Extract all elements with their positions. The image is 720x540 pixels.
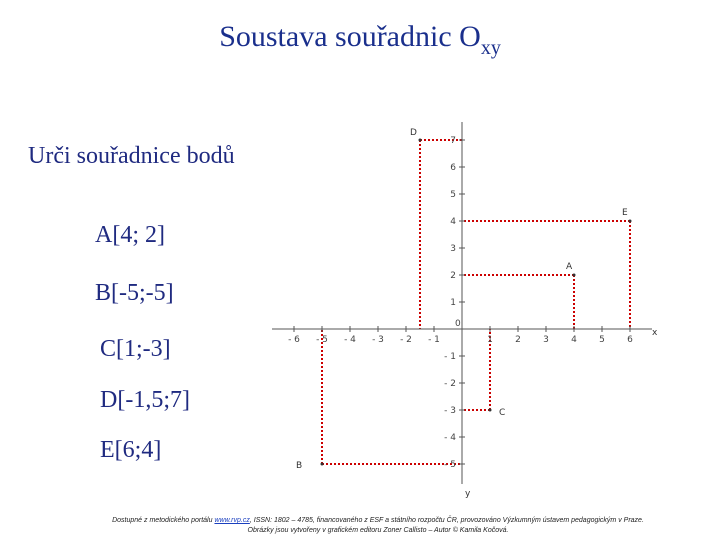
x-tick-label: - 4 [344, 335, 356, 345]
y-tick-label: 1 [450, 298, 456, 308]
y-tick-label: - 1 [444, 352, 456, 362]
guide-lines [322, 140, 630, 464]
point-name: A [566, 262, 573, 272]
point-name: D [410, 128, 417, 138]
point-marker [573, 274, 576, 277]
y-tick-label: - 2 [444, 379, 456, 389]
y-axis-label: y [465, 489, 471, 499]
y-tick-label: - 4 [444, 433, 456, 443]
point-label-a: A[4; 2] [95, 222, 165, 248]
footer-link[interactable]: www.rvp.cz [214, 517, 250, 524]
footer-text-2: , ISSN: 1802 – 4785, financovaného z ESF a státního rozpočtu ČR, provozováno Výzkumným ústavem pedagogickým v Praze. [249, 517, 644, 524]
y-tick-label: - 3 [444, 406, 456, 416]
task-prompt: Urči souřadnice bodů [28, 143, 235, 169]
origin-label: 0 [455, 319, 461, 329]
point-label-e: E[6;4] [100, 437, 162, 463]
x-tick-label: - 3 [372, 335, 384, 345]
title-subscript: xy [480, 37, 501, 59]
point-marker [321, 463, 324, 466]
x-tick-label: 4 [571, 335, 577, 345]
point-marker [419, 139, 422, 142]
x-tick-label: - 1 [428, 335, 440, 345]
axes [272, 122, 658, 499]
point-marker [489, 409, 492, 412]
point-label-b: B[-5;-5] [95, 280, 174, 306]
x-tick-label: - 2 [400, 335, 412, 345]
x-tick-label: - 5 [316, 335, 328, 345]
point-name: B [296, 461, 303, 471]
x-tick-label: 2 [515, 335, 521, 345]
y-tick-label: 4 [450, 217, 456, 227]
x-tick-label: 3 [543, 335, 549, 345]
x-tick-label: 6 [627, 335, 633, 345]
x-axis-label: x [652, 328, 658, 338]
footer-text-1: Dostupné z metodického portálu [112, 517, 215, 524]
footer [38, 516, 718, 536]
x-tick-label: 5 [599, 335, 605, 345]
x-tick-label: 1 [487, 335, 493, 345]
point-label-d: D[-1,5;7] [100, 387, 190, 413]
y-tick-label: 3 [450, 244, 456, 254]
point-name: E [622, 208, 628, 218]
footer-text-3: Obrázky jsou vytvořeny v grafickém editoru Zoner Callisto – Autor © Kamila Kočová. [247, 527, 509, 534]
y-tick-label: 7 [450, 136, 456, 146]
point-label-c: C[1;-3] [100, 336, 171, 362]
plotted-points [296, 128, 632, 471]
point-name: C [499, 408, 506, 418]
x-tick-label: - 6 [288, 335, 300, 345]
y-tick-label: 6 [450, 163, 456, 173]
point-marker [629, 220, 632, 223]
y-tick-label: 2 [450, 271, 456, 281]
tick-marks [288, 136, 633, 470]
y-tick-label: 5 [450, 190, 456, 200]
title-main: Soustava souřadnic O [219, 20, 481, 53]
y-tick-label: - 5 [444, 460, 456, 470]
